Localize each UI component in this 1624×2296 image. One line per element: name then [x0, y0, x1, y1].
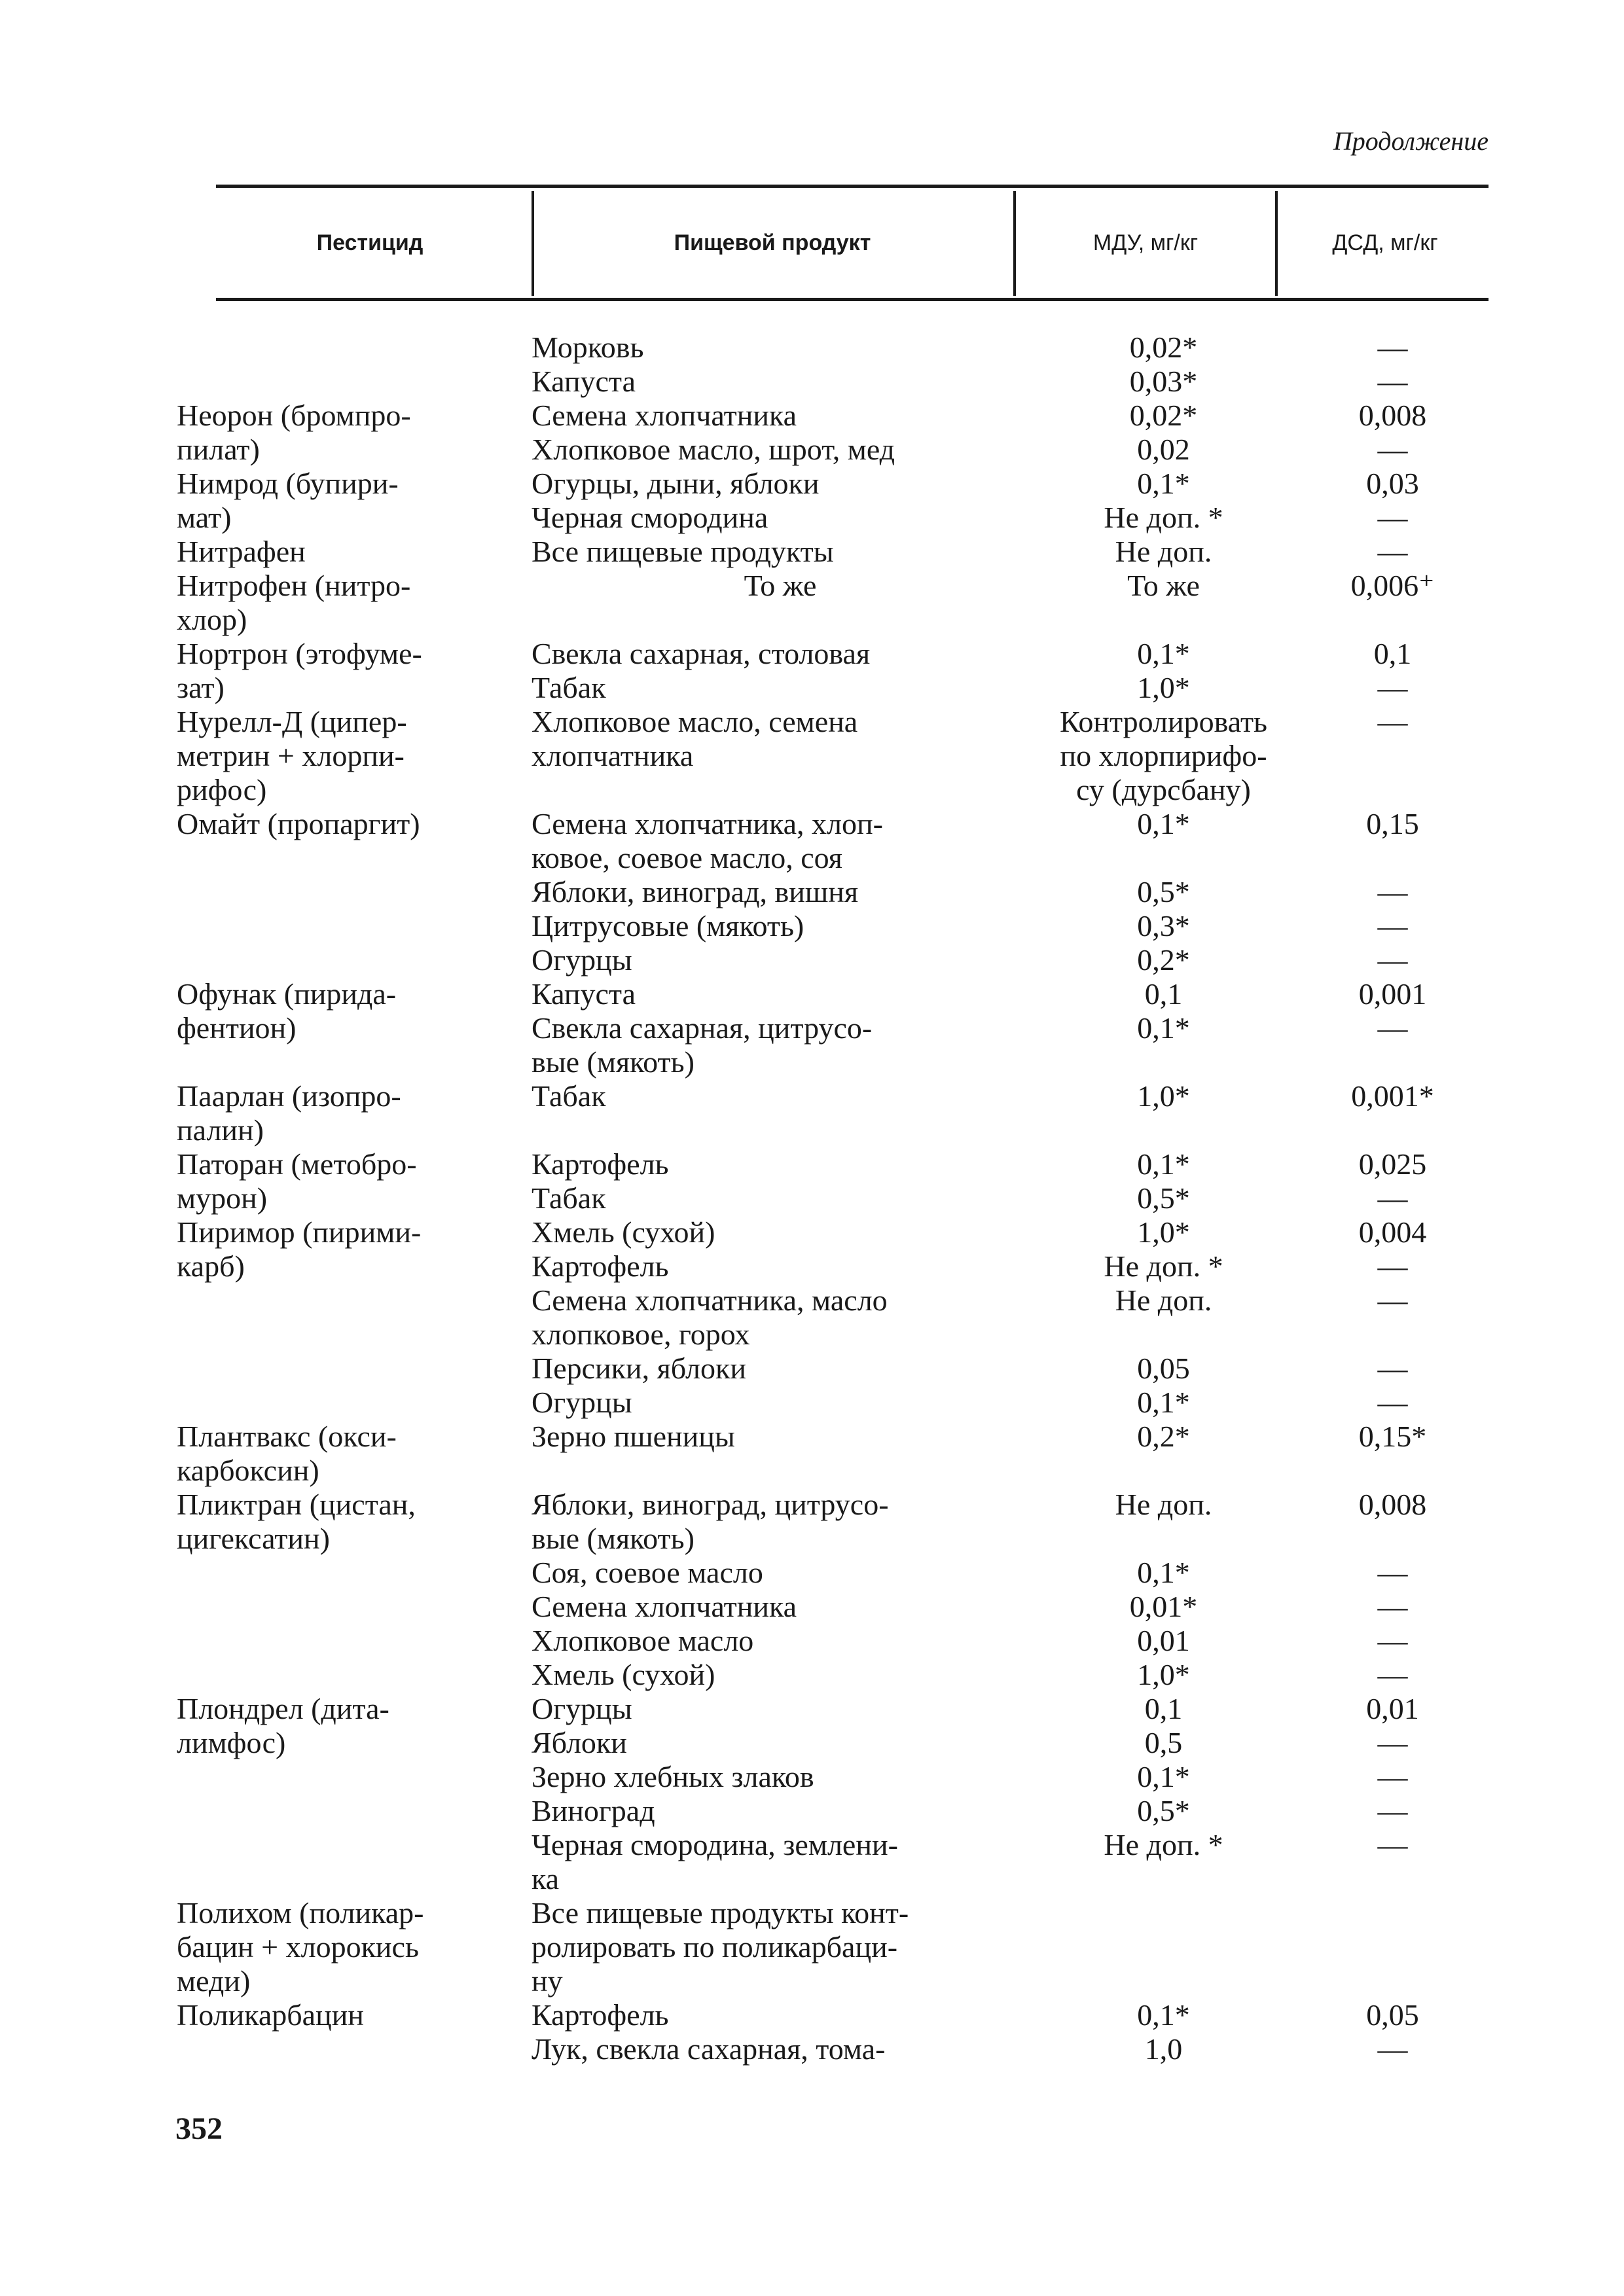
food-cell: Семена хлопчатника, масло хлопковое, горох [532, 1283, 888, 1351]
mdu-cell: 0,02* [1129, 399, 1198, 432]
pesticide-cell [177, 365, 517, 399]
table-row [177, 1249, 1492, 1283]
pesticide-cell: Омайт (пропаргит) [177, 807, 420, 840]
pesticide-cell [177, 1794, 517, 1828]
food-cell: Свекла сахарная, цитрусо- вые (мякоть) [532, 1011, 873, 1079]
pesticide-cell: мурон) [177, 1181, 268, 1215]
pesticide-cell: Полихом (поликар- бацин + хлорокись меди) [177, 1896, 424, 1998]
dsd-cell: — [1377, 1726, 1408, 1759]
dsd-cell: — [1377, 1590, 1408, 1623]
table-row [177, 399, 1492, 433]
table-row [177, 1420, 1492, 1488]
food-cell: Капуста [532, 365, 636, 398]
mdu-cell: 1,0* [1137, 1215, 1190, 1249]
dsd-cell: — [1377, 501, 1408, 534]
food-cell: Картофель [532, 1147, 669, 1181]
mdu-cell: Не доп. [1115, 535, 1212, 568]
mdu-cell: 0,1* [1137, 637, 1190, 670]
table-row [177, 1147, 1492, 1181]
dsd-cell: — [1377, 1249, 1408, 1283]
dsd-cell: 0,05 [1366, 1998, 1419, 2032]
pesticide-cell: мат) [177, 501, 232, 534]
pesticide-cell [177, 875, 517, 909]
dsd-cell: — [1377, 1760, 1408, 1793]
food-cell: Хлопковое масло, шрот, мед [532, 433, 895, 466]
table-row [177, 433, 1492, 467]
table-row [177, 467, 1492, 501]
header-dsd: ДСД, мг/кг [1332, 230, 1438, 255]
food-cell: Зерно хлебных злаков [532, 1760, 814, 1793]
table-row [177, 1556, 1492, 1590]
pesticide-cell [177, 1352, 517, 1386]
pesticide-cell: Паторан (метобро- [177, 1147, 417, 1181]
mdu-cell: 0,1* [1137, 1998, 1190, 2032]
pesticide-cell [177, 1590, 517, 1624]
pesticide-cell: Плондрел (дита- [177, 1692, 389, 1725]
table-row [177, 535, 1492, 569]
dsd-cell: 0,15* [1358, 1420, 1427, 1453]
pesticide-cell: Нортрон (этофуме- [177, 637, 422, 670]
pesticide-cell [177, 909, 517, 943]
dsd-cell: 0,008 [1358, 1488, 1427, 1521]
dsd-cell: — [1377, 365, 1408, 398]
mdu-cell [1034, 1896, 1293, 1998]
pesticide-cell: лимфос) [177, 1726, 286, 1759]
dsd-cell: 0,004 [1358, 1215, 1427, 1249]
food-cell: Огурцы [532, 1692, 632, 1725]
table-row [177, 1352, 1492, 1386]
dsd-cell: — [1377, 705, 1408, 738]
dsd-cell: — [1377, 1556, 1408, 1589]
pesticide-cell [177, 1624, 517, 1658]
food-cell: Морковь [532, 331, 644, 364]
mdu-cell: 0,1 [1144, 1692, 1183, 1725]
mdu-cell: 0,05 [1137, 1352, 1190, 1385]
pesticide-cell: Нурелл-Д (ципер- метрин + хлорпи- рифос) [177, 705, 407, 806]
food-cell: Табак [532, 1181, 606, 1215]
table-row [177, 671, 1492, 705]
food-cell: Яблоки [532, 1726, 627, 1759]
mdu-cell: 0,1* [1137, 467, 1190, 500]
mdu-cell: 1,0* [1137, 1658, 1190, 1691]
mdu-cell: 0,1* [1137, 1011, 1190, 1045]
food-cell: Черная смородина [532, 501, 768, 534]
table-row [177, 1181, 1492, 1215]
mdu-cell: 0,2* [1137, 1420, 1190, 1453]
table-row [177, 1283, 1492, 1352]
table-row [177, 1896, 1492, 1998]
pesticide-cell [177, 2032, 517, 2066]
mdu-cell: 0,3* [1137, 909, 1190, 942]
pesticide-cell: Паарлан (изопро- палин) [177, 1079, 401, 1147]
pesticide-cell: карб) [177, 1249, 245, 1283]
dsd-cell: 0,001* [1351, 1079, 1434, 1113]
mdu-cell: 0,02 [1137, 433, 1190, 466]
food-cell: Яблоки, виноград, цитрусо- вые (мякоть) [532, 1488, 889, 1555]
pesticide-cell: Неорон (бромпро- [177, 399, 411, 432]
food-cell: Хмель (сухой) [532, 1658, 715, 1691]
dsd-cell: — [1377, 909, 1408, 942]
dsd-cell: — [1377, 1181, 1408, 1215]
table-row [177, 501, 1492, 535]
table-row [177, 1658, 1492, 1692]
pesticide-cell: Пликтран (цистан, цигексатин) [177, 1488, 416, 1555]
mdu-cell: 0,1 [1144, 977, 1183, 1011]
food-cell: Лук, свекла сахарная, тома- [532, 2032, 886, 2066]
table-row [177, 331, 1492, 365]
table-row [177, 875, 1492, 909]
mdu-cell: 0,2* [1137, 943, 1190, 977]
food-cell: Персики, яблоки [532, 1352, 746, 1385]
food-cell: Цитрусовые (мякоть) [532, 909, 804, 942]
table-row [177, 1726, 1492, 1760]
pesticide-cell: пилат) [177, 433, 260, 466]
table-row [177, 1079, 1492, 1147]
continuation-label: Продолжение [1333, 126, 1489, 156]
dsd-cell: — [1377, 875, 1408, 908]
mdu-cell: То же [1127, 569, 1200, 602]
dsd-cell: 0,03 [1366, 467, 1419, 500]
pesticide-cell [177, 943, 517, 977]
pesticide-cell [177, 1386, 517, 1420]
pesticide-cell: Пиримор (пирими- [177, 1215, 422, 1249]
header-divider [1013, 191, 1016, 296]
food-cell: Семена хлопчатника, хлоп- ковое, соевое масло, соя [532, 807, 883, 874]
food-cell: Хлопковое масло, семена хлопчатника [532, 705, 858, 772]
dsd-cell: 0,006⁺ [1350, 569, 1435, 602]
dsd-cell: — [1377, 433, 1408, 466]
mdu-cell: 0,01 [1137, 1624, 1190, 1657]
mdu-cell: 0,1* [1137, 1386, 1190, 1419]
mdu-cell: 0,03* [1129, 365, 1198, 398]
food-cell: Черная смородина, землени- ка [532, 1828, 898, 1895]
food-cell: Яблоки, виноград, вишня [532, 875, 859, 908]
food-cell: Огурцы [532, 943, 632, 977]
food-cell: Зерно пшеницы [532, 1420, 735, 1453]
table-row [177, 1488, 1492, 1556]
pesticide-cell [177, 1760, 517, 1794]
food-cell: Картофель [532, 1249, 669, 1283]
mdu-cell: Не доп. * [1104, 501, 1223, 534]
dsd-cell: — [1377, 1352, 1408, 1385]
pesticide-cell [177, 1556, 517, 1590]
header-pesticide: Пестицид [316, 230, 424, 255]
header-food: Пищевой продукт [674, 230, 871, 255]
table-row [177, 1828, 1492, 1896]
food-cell: То же [744, 569, 817, 602]
food-cell: Хлопковое масло [532, 1624, 754, 1657]
food-cell: Табак [532, 671, 606, 704]
header-divider [532, 191, 534, 296]
food-cell: Табак [532, 1079, 606, 1113]
mdu-cell: Контролировать по хлорпирифо- су (дурсбану) [1059, 705, 1268, 806]
table-row [177, 1998, 1492, 2032]
mdu-cell: 0,01* [1129, 1590, 1198, 1623]
table-row [177, 705, 1492, 807]
mdu-cell: 0,5* [1137, 1181, 1190, 1215]
dsd-cell: — [1377, 1011, 1408, 1045]
table-row [177, 1590, 1492, 1624]
dsd-cell: — [1377, 2032, 1408, 2066]
table-row [177, 365, 1492, 399]
pesticide-cell [177, 331, 517, 365]
pesticide-cell: Нитрафен [177, 535, 306, 568]
mdu-cell: 0,1* [1137, 1556, 1190, 1589]
table-row [177, 1624, 1492, 1658]
table-row [177, 569, 1492, 637]
dsd-cell: — [1377, 535, 1408, 568]
food-cell: Огурцы [532, 1386, 632, 1419]
pesticide-cell: Нимрод (бупири- [177, 467, 399, 500]
dsd-cell [1293, 1896, 1492, 1998]
pesticide-cell: Плантвакс (окси- карбоксин) [177, 1420, 397, 1487]
dsd-cell: 0,001 [1358, 977, 1427, 1011]
food-cell: Огурцы, дыни, яблоки [532, 467, 820, 500]
mdu-cell: Не доп. * [1104, 1828, 1223, 1861]
pesticide-cell: фентион) [177, 1011, 297, 1045]
food-cell: Соя, соевое масло [532, 1556, 763, 1589]
food-cell: Капуста [532, 977, 636, 1011]
pesticide-cell [177, 1283, 517, 1352]
mdu-cell: Не доп. [1115, 1283, 1212, 1317]
food-cell: Все пищевые продукты конт- ролировать по поликарбаци- ну [532, 1896, 909, 1998]
dsd-cell: — [1377, 1624, 1408, 1657]
food-cell: Виноград [532, 1794, 655, 1827]
mdu-cell: 0,5* [1137, 1794, 1190, 1827]
mdu-cell: 0,1* [1137, 1760, 1190, 1793]
dsd-cell: — [1377, 943, 1408, 977]
table-row [177, 1215, 1492, 1249]
table-header-rule [216, 298, 1489, 301]
dsd-cell: 0,1 [1373, 637, 1412, 670]
dsd-cell: — [1377, 1283, 1408, 1317]
mdu-cell: 1,0* [1137, 1079, 1190, 1113]
table-row [177, 909, 1492, 943]
pesticide-cell [177, 1828, 517, 1896]
food-cell: Все пищевые продукты [532, 535, 834, 568]
mdu-cell: Не доп. * [1104, 1249, 1223, 1283]
table-body [177, 331, 1492, 2066]
table-row [177, 943, 1492, 977]
food-cell: Семена хлопчатника [532, 1590, 797, 1623]
food-cell: Картофель [532, 1998, 669, 2032]
table-row [177, 1011, 1492, 1079]
dsd-cell: — [1377, 331, 1408, 364]
header-mdu: МДУ, мг/кг [1092, 230, 1199, 255]
pesticide-cell [177, 1658, 517, 1692]
mdu-cell: 1,0 [1144, 2032, 1183, 2066]
dsd-cell: — [1377, 1794, 1408, 1827]
mdu-cell: 0,5 [1144, 1726, 1183, 1759]
food-cell: Хмель (сухой) [532, 1215, 715, 1249]
mdu-cell: 0,1* [1137, 807, 1190, 840]
mdu-cell: Не доп. [1115, 1488, 1212, 1521]
page-number: 352 [175, 2111, 223, 2146]
header-divider [1275, 191, 1278, 296]
mdu-cell: 0,02* [1129, 331, 1198, 364]
dsd-cell: 0,025 [1358, 1147, 1427, 1181]
table-row [177, 1386, 1492, 1420]
table-row [177, 1794, 1492, 1828]
dsd-cell: — [1377, 1658, 1408, 1691]
table-row [177, 1760, 1492, 1794]
table-top-rule [216, 185, 1489, 188]
table-row [177, 977, 1492, 1011]
mdu-cell: 0,1* [1137, 1147, 1190, 1181]
table-row [177, 637, 1492, 671]
food-cell: Семена хлопчатника [532, 399, 797, 432]
table-row [177, 2032, 1492, 2066]
dsd-cell: — [1377, 1386, 1408, 1419]
mdu-cell: 1,0* [1137, 671, 1190, 704]
mdu-cell: 0,5* [1137, 875, 1190, 908]
dsd-cell: — [1377, 671, 1408, 704]
pesticide-cell: Офунак (пирида- [177, 977, 397, 1011]
dsd-cell: 0,01 [1366, 1692, 1419, 1725]
pesticide-cell: Поликарбацин [177, 1998, 364, 2032]
pesticide-cell: Нитрофен (нитро- хлор) [177, 569, 411, 636]
table-row [177, 807, 1492, 875]
table-row [177, 1692, 1492, 1726]
pesticide-cell: зат) [177, 671, 225, 704]
dsd-cell: 0,15 [1366, 807, 1419, 840]
food-cell: Свекла сахарная, столовая [532, 637, 871, 670]
dsd-cell: 0,008 [1358, 399, 1427, 432]
dsd-cell: — [1377, 1828, 1408, 1861]
